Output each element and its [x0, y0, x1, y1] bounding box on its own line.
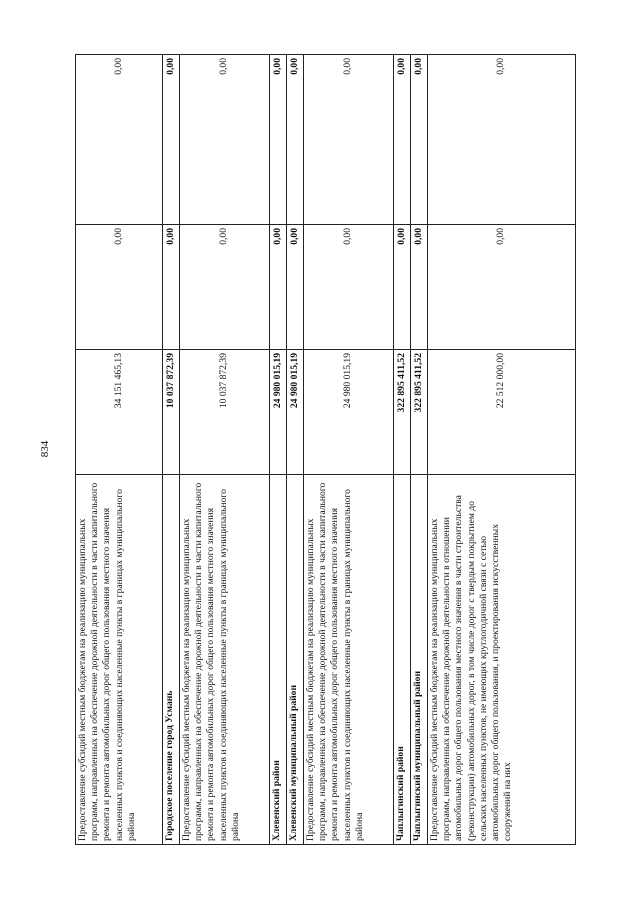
- value-cell-2: 0,00: [394, 225, 411, 350]
- row-name-cell: Предоставление субсидий местным бюджетам на реализацию муниципальных программ, направленных на обеспечение дорожной деятельности в части капитального ремонта и ремонта автомобильных дорог общего пользования местного значения населенных пунктов и соединяющих населенные пункты в границах муниципального района: [304, 475, 394, 845]
- value-cell-1: 34 151 465,13: [76, 350, 163, 475]
- table-row: [287, 55, 304, 845]
- value-cell-1: 10 037 872,39: [180, 350, 270, 475]
- value-cell-1: 22 512 000,00: [428, 350, 576, 475]
- page-number: 834: [39, 440, 51, 458]
- budget-table: [75, 54, 576, 845]
- value-cell-1: 24 980 015,19: [304, 350, 394, 475]
- table-row: [270, 55, 287, 845]
- value-cell-3: 0,00: [428, 55, 576, 225]
- value-cell-3: 0,00: [304, 55, 394, 225]
- value-cell-1: 322 895 411,52: [411, 350, 428, 475]
- row-name-cell: Предоставление субсидий местным бюджетам на реализацию муниципальных программ, направленных на обеспечение дорожной деятельности в части капитального ремонта и ремонта автомобильных дорог общего пользования местного значения населенных пунктов и соединяющих населенные пункты в границах муниципального района: [76, 475, 163, 845]
- table-row: [76, 55, 163, 845]
- value-cell-2: 0,00: [411, 225, 428, 350]
- value-cell-2: 0,00: [428, 225, 576, 350]
- table-row: [428, 55, 576, 845]
- value-cell-3: 0,00: [76, 55, 163, 225]
- value-cell-1: 322 895 411,52: [394, 350, 411, 475]
- value-cell-3: 0,00: [270, 55, 287, 225]
- value-cell-2: 0,00: [180, 225, 270, 350]
- row-name-cell: Городское поселение город Усмань: [163, 475, 180, 845]
- value-cell-3: 0,00: [163, 55, 180, 225]
- value-cell-3: 0,00: [180, 55, 270, 225]
- table-row: [411, 55, 428, 845]
- rotated-table-container: [75, 55, 575, 845]
- value-cell-2: 0,00: [76, 225, 163, 350]
- table-row: [394, 55, 411, 845]
- value-cell-2: 0,00: [270, 225, 287, 350]
- value-cell-1: 24 980 015,19: [287, 350, 304, 475]
- value-cell-1: 10 037 872,39: [163, 350, 180, 475]
- table-row: [180, 55, 270, 845]
- row-name-cell: Чаплыгинский муниципальный район: [411, 475, 428, 845]
- value-cell-1: 24 980 015,19: [270, 350, 287, 475]
- table-row: [304, 55, 394, 845]
- row-name-cell: Предоставление субсидий местным бюджетам на реализацию муниципальных программ, направленных на обеспечение дорожной деятельности в отношении автомобильных дорог общего пользования местного значения в части строительства (реконструкции) автомобильных дорог, в том числе дорог с твердым покрытием до сельских населенных пунктов, не имеющих круглогодичной связи с сетью автомобильных дорог общего пользования, и проектирования искусственных сооружений на них: [428, 475, 576, 845]
- value-cell-2: 0,00: [304, 225, 394, 350]
- value-cell-3: 0,00: [411, 55, 428, 225]
- value-cell-3: 0,00: [394, 55, 411, 225]
- row-name-cell: Хлевенский район: [270, 475, 287, 845]
- row-name-cell: Предоставление субсидий местным бюджетам на реализацию муниципальных программ, направленных на обеспечение дорожной деятельности в части капитального ремонта и ремонта автомобильных дорог общего пользования местного значения населенных пунктов и соединяющих населенные пункты в границах муниципального района: [180, 475, 270, 845]
- value-cell-3: 0,00: [287, 55, 304, 225]
- value-cell-2: 0,00: [163, 225, 180, 350]
- row-name-cell: Хлевенский муниципальный район: [287, 475, 304, 845]
- table-row: [163, 55, 180, 845]
- value-cell-2: 0,00: [287, 225, 304, 350]
- row-name-cell: Чаплыгинский район: [394, 475, 411, 845]
